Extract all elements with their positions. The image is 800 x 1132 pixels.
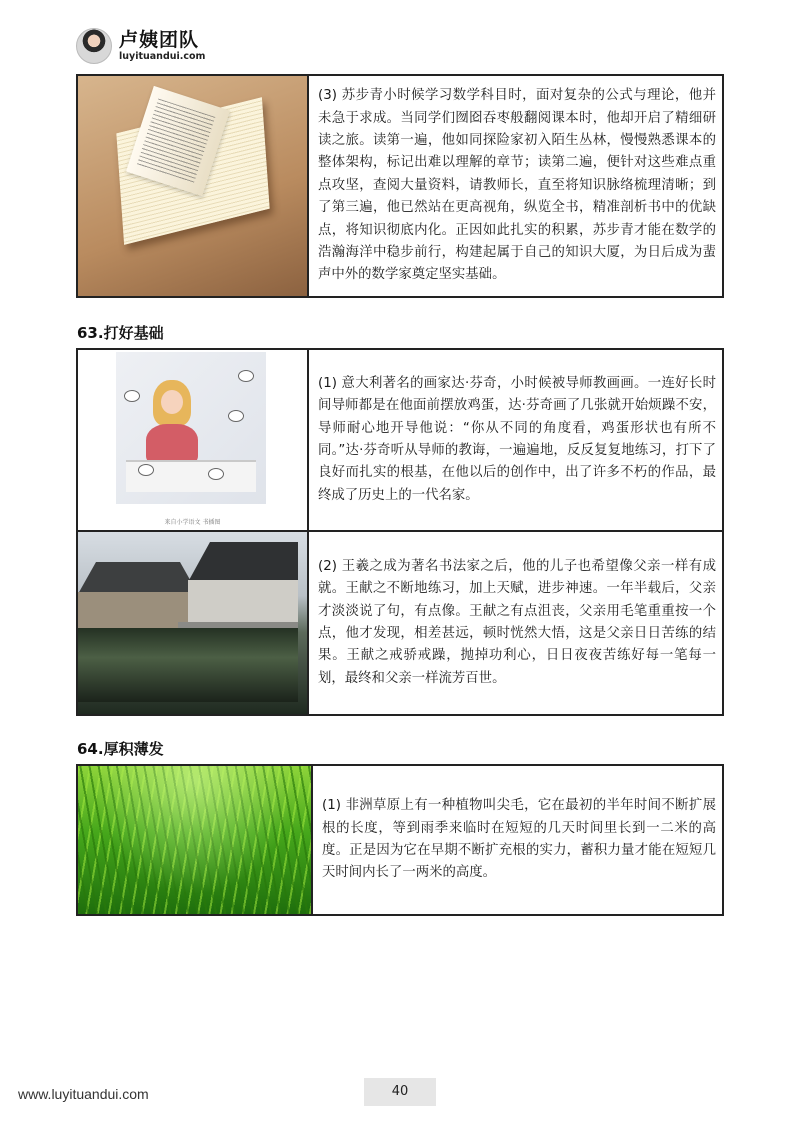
table-row bbox=[78, 350, 722, 530]
story-card-sbq bbox=[76, 74, 724, 298]
page-number: 40 bbox=[364, 1078, 436, 1106]
image-caption: 来自小学语文 书插图 bbox=[164, 519, 221, 526]
grass-image bbox=[78, 766, 313, 914]
avatar bbox=[76, 28, 112, 64]
section-63-table bbox=[76, 348, 724, 716]
table-row bbox=[78, 530, 722, 714]
story-text: (2) 王羲之成为著名书法家之后，他的儿子也希望像父亲一样有成就。王献之不断地练习，加上天赋，进步神速。一年半载后，父亲才淡淡说了句，有点像。王献之有点沮丧，父亲用毛笔重重按一个点，他才发现，相差甚远，顿时恍然大悟，这是父亲日日苦练的结果。王献之戒骄戒躁，抛掉功利心，日日夜夜苦练好每一笔每一划，最终和父亲一样流芳百世。 bbox=[318, 558, 716, 686]
section-title-64: 64.厚积薄发 bbox=[77, 740, 164, 758]
illustration-image bbox=[78, 350, 309, 530]
story-text: (1) 非洲草原上有一种植物叫尖毛，它在最初的半年时间不断扩展根的长度，等到雨季来临时在短短的几天时间里长到一二米的高度。正是因为它在早期不断扩充根的实力，蓄积力量才能在短短几天时间内长了一两米的高度。 bbox=[322, 798, 716, 881]
story-text: (3) 苏步青小时候学习数学科目时，面对复杂的公式与理论，他并未急于求成。当同学们囫囵吞枣般翻阅课本时，他却开启了精细研读之旅。读第一遍，他如同探险家初入陌生丛林，慢慢熟悉课本的整体架构，标记出难以理解的章节；读第二遍，便针对这些难点重点攻坚，查阅大量资料，请教师长，直至将知识脉络梳理清晰；到了第三遍，他已然站在更高视角，纵览全书，精准剖析书中的优缺点，将知识彻底内化。正因如此扎实的积累，苏步青才能在数学的浩瀚海洋中稳步前行，构建起属于自己的知识大厦，为日后成为蜚声中外的数学家奠定坚实基础。 bbox=[318, 88, 716, 283]
story-text: (1) 意大利著名的画家达·芬奇，小时候被导师教画画。一连好长时间导师都是在他面前摆放鸡蛋，达·芬奇画了几张就开始烦躁不安，导师耐心地开导他说：“你从不同的角度看，鸡蛋形状也有所不同。”达·芬奇听从导师的教诲，一遍遍地，反反复复地练习，打下了良好而扎实的根基，在他以后的创作中，出了许多不朽的作品，最终成了历史上的一代名家。 bbox=[318, 375, 716, 503]
section-64-table bbox=[76, 764, 724, 916]
section-title-63: 63.打好基础 bbox=[77, 324, 164, 342]
brand-domain: luyituandui.com bbox=[119, 51, 206, 62]
brand-header bbox=[76, 26, 205, 66]
footer-url[interactable]: www.luyituandui.com bbox=[18, 1086, 149, 1102]
book-image bbox=[78, 76, 309, 296]
brand-name: 卢姨团队 bbox=[119, 29, 200, 51]
town-image bbox=[78, 532, 309, 714]
